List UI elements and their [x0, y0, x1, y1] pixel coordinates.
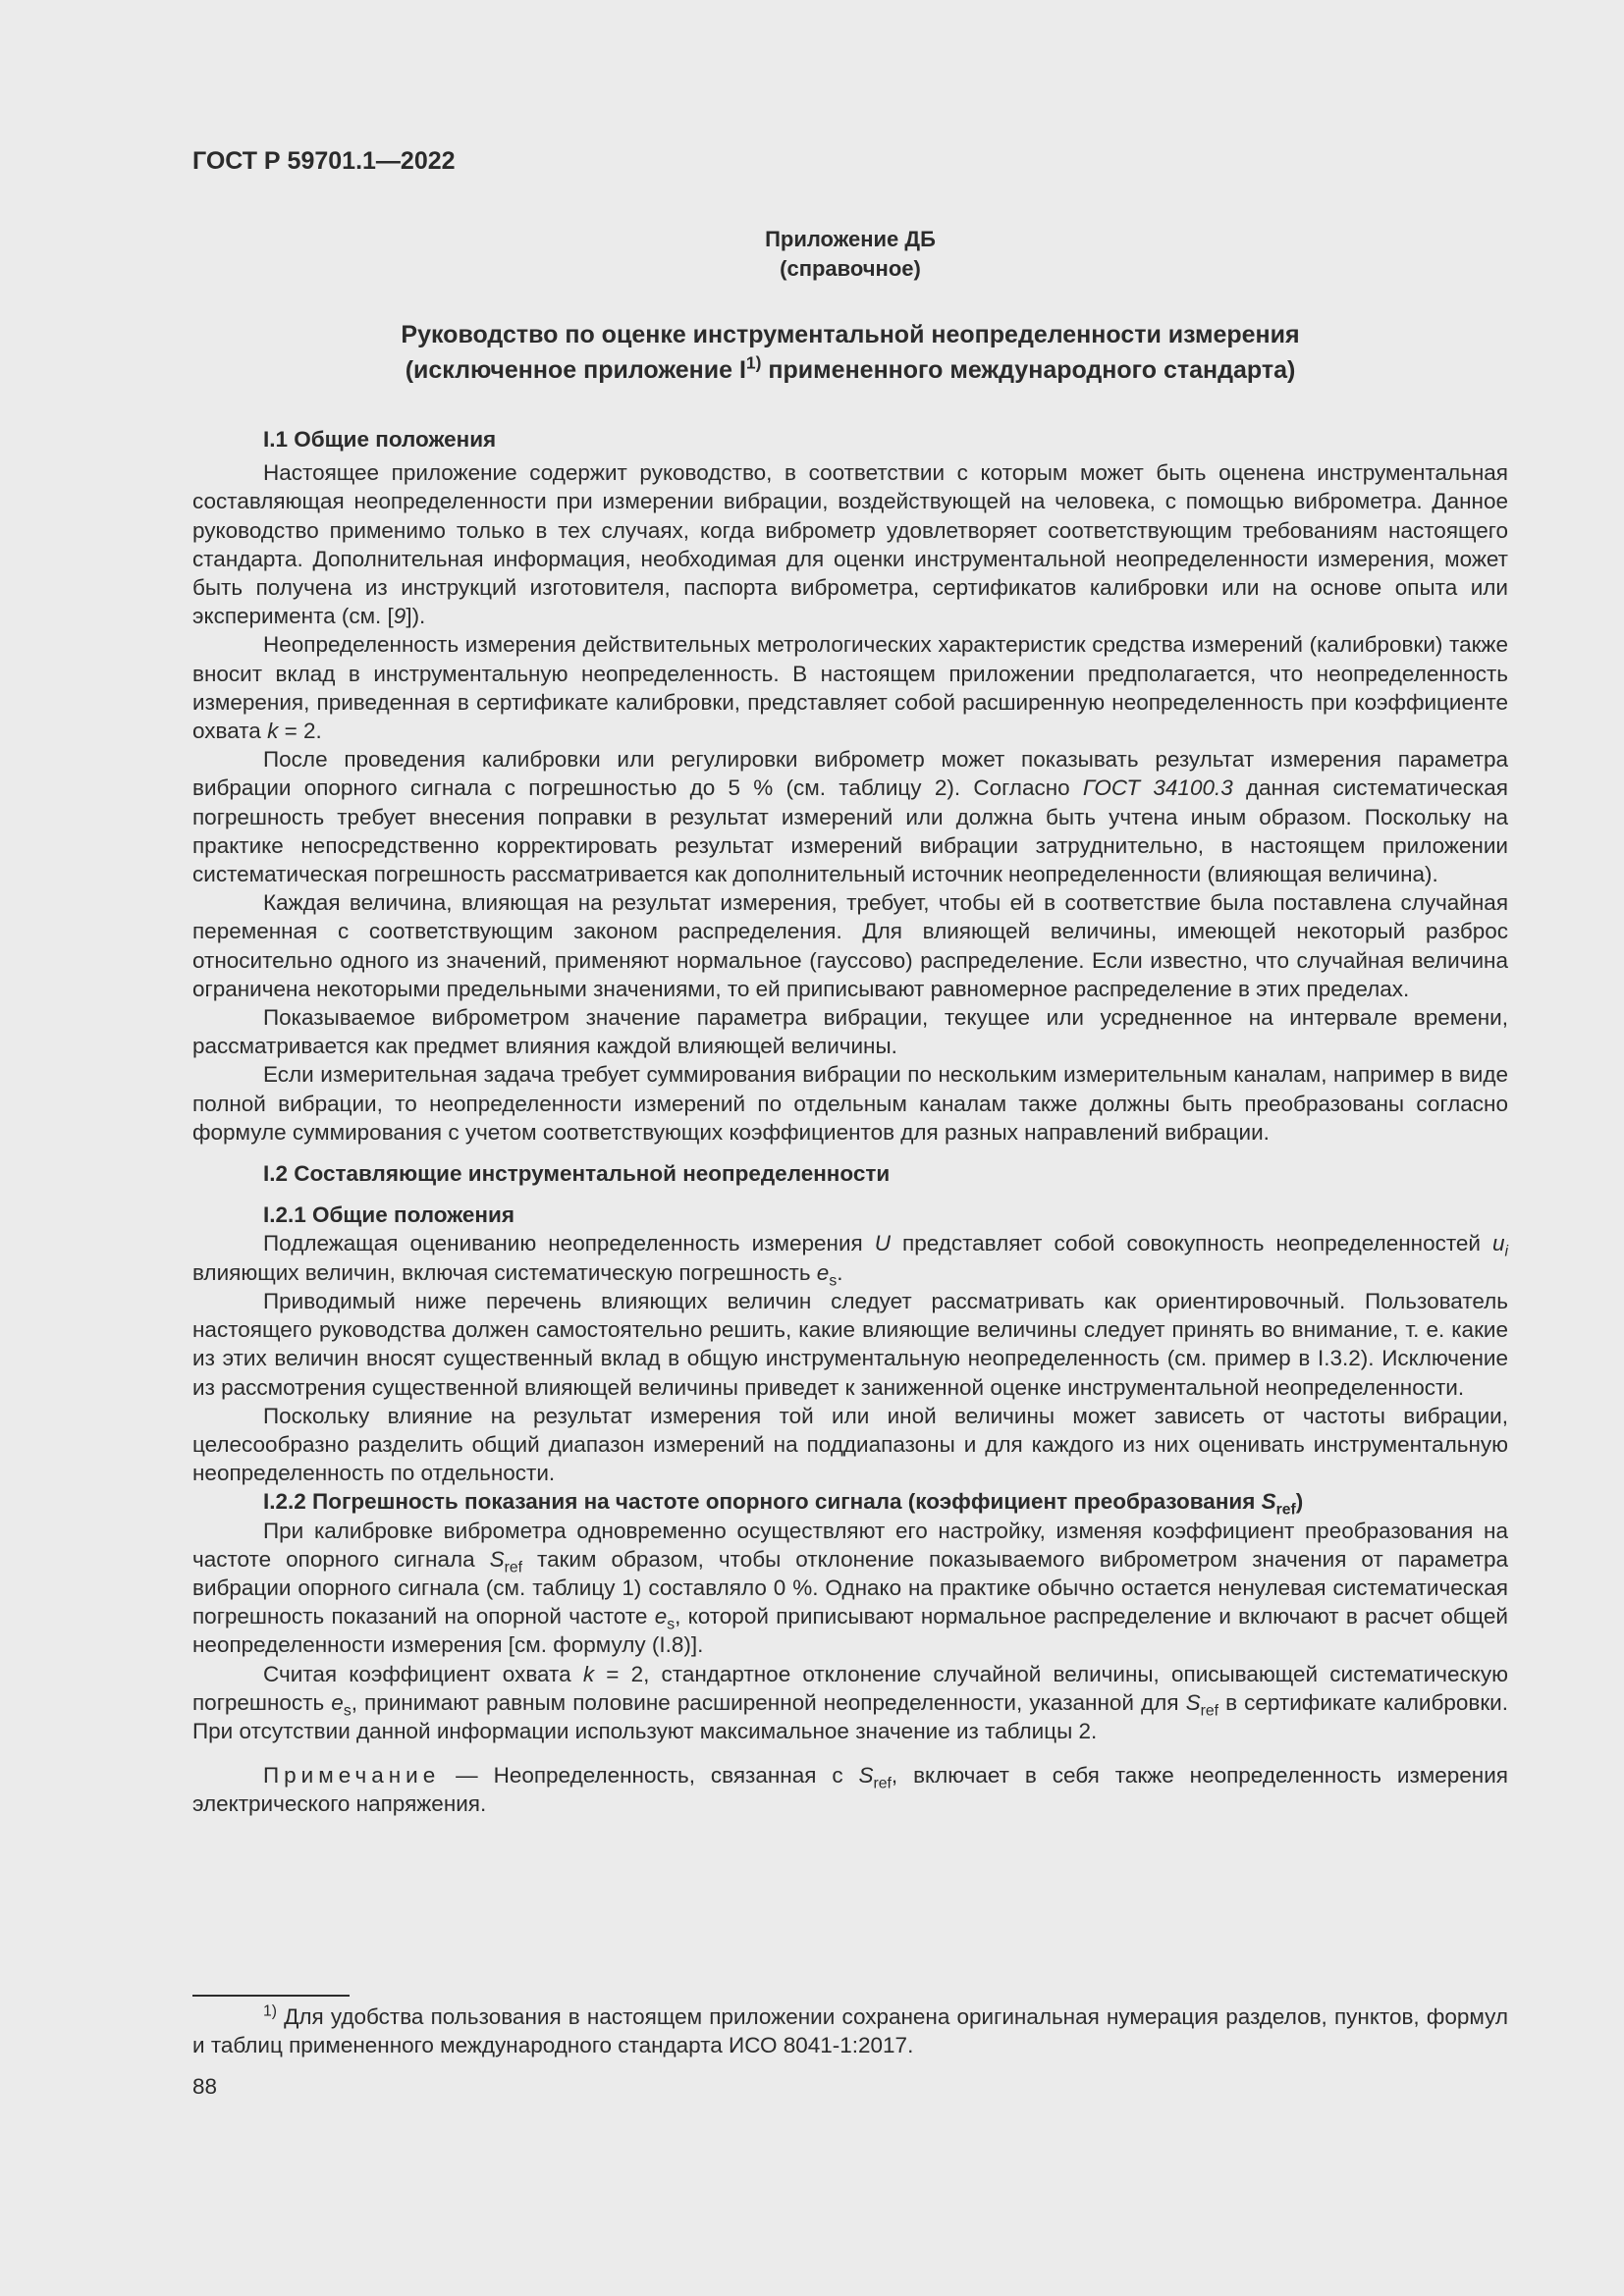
math-symbol: S: [1261, 1489, 1276, 1515]
math-symbol: U: [874, 1231, 891, 1256]
text: представляет собой совокупность неопределенностей: [890, 1231, 1492, 1256]
math-subscript: ref: [1275, 1501, 1296, 1519]
text: ): [1295, 1489, 1304, 1515]
text: Настоящее приложение содержит руководство, в соответствии с которым может быть оценена инструментальная составляющая неопределенности при измерении вибрации, воздействующей на человека, с помощью виброметра. Данное руководство применимо только в тех случаях, когда виброметр удовлетворяет соответствующим требованиям настоящего стандарта. Дополнительная информация, необходимая для оценки инструментальной неопределенности измерения, может быть получена из инструкций изготовителя, паспорта виброметра, сертификатов калибровки или на основе опыта или эксперимента (см. [: [192, 460, 1508, 629]
footnote-marker: 1): [745, 352, 762, 373]
text: Подлежащая оцениванию неопределенность измерения: [263, 1231, 875, 1256]
standard-reference: ГОСТ 34100.3: [1082, 775, 1233, 801]
text: ]).: [406, 604, 426, 629]
text: При калибровке виброметра одновременно осуществляют его настройку, изменяя коэффициент преобразования на частоте опорного сигнала: [192, 1518, 1508, 1572]
annex-heading: [192, 225, 1508, 284]
subsection-heading-i21: I.2.1 Общие положения: [263, 1202, 514, 1228]
paragraph: Приводимый ниже перечень влияющих величин следует рассматривать как ориентировочный. Пользователь настоящего руководства должен самостоятельно решить, какие влияющие величины следует принять во внимание, т. е. какие из этих величин вносят существенный вклад в общую инструментальную неопределенность (см. пример в I.3.2). Исключение из рассмотрения существенной влияющей величины приведет к заниженной оценке инструментальной неопределенности.: [192, 1288, 1508, 1400]
text: = 2.: [278, 719, 322, 744]
text: , принимают равным половине расширенной неопределенности, указанной для: [351, 1689, 1186, 1715]
title-text: примененного международного стандарта): [761, 356, 1296, 384]
math-subscript: ref: [873, 1775, 892, 1792]
section-heading-i1: I.1 Общие положения: [263, 427, 497, 452]
paragraph: [192, 1660, 1508, 1746]
text: , которой приписывают нормальное распределение и включают в расчет общей неопределенности измерения [см. формулу (I.8)].: [192, 1604, 1508, 1658]
subsection-heading-i22: [192, 1487, 1508, 1519]
annex-title-line2: [192, 352, 1508, 388]
annex-kind: (справочное): [780, 256, 921, 281]
math-symbol: e: [654, 1604, 668, 1629]
text: После проведения калибровки или регулировки виброметр может показывать результат измерения параметра вибрации опорного сигнала с погрешностью до 5 % (см. таблицу 2). Согласно: [192, 747, 1508, 801]
text: .: [837, 1259, 843, 1285]
document-code: ГОСТ Р 59701.1—2022: [192, 147, 456, 175]
annex-body: [192, 425, 1508, 1819]
text: таким образом, чтобы отклонение показываемого виброметром значения от параметра вибрации опорного сигнала (см. таблицу 1) составляло 0 %. Однако на практике обычно остается ненулевая систематическая погрешность показаний на опорной частоте: [192, 1546, 1508, 1629]
paragraph: Поскольку влияние на результат измерения той или иной величины может зависеть от частоты вибрации, целесообразно разделить общий диапазон измерений на поддиапазоны и для каждого из них оценивать инструментальную неопределенность по отдельности.: [192, 1403, 1508, 1486]
annex-label: Приложение ДБ: [765, 227, 936, 251]
math-subscript: ref: [504, 1559, 523, 1576]
math-symbol: e: [331, 1689, 344, 1715]
footnote: [192, 2002, 1508, 2059]
math-symbol: S: [858, 1763, 874, 1789]
paragraph: [192, 458, 1508, 630]
math-subscript: s: [667, 1616, 676, 1633]
bibliography-reference: 9: [393, 604, 406, 629]
math-symbol: k: [582, 1661, 595, 1686]
paragraph: [192, 1229, 1508, 1290]
title-text: (исключенное приложение I: [405, 356, 746, 384]
paragraph: Каждая величина, влияющая на результат измерения, требует, чтобы ей в соответствие была поставлена случайная переменная с соответствующим законом распределения. Для влияющей величины, имеющей некоторый разброс относительно одного из значений, применяют нормальное (гауссово) распределение. Если известно, что случайная величина ограничена некоторыми предельными значениями, то ей приписывают равномерное распределение в этих пределах.: [192, 890, 1508, 1001]
math-symbol: S: [1185, 1689, 1201, 1715]
text: в сертификате калибровки. При отсутствии данной информации используют максимальное значение из таблицы 2.: [192, 1689, 1508, 1743]
paragraph: [192, 630, 1508, 745]
annex-title-line1: Руководство по оценке инструментальной неопределенности измерения: [401, 321, 1300, 348]
text: влияющих величин, включая систематическую погрешность: [192, 1259, 817, 1285]
note: [192, 1761, 1508, 1818]
footnote-marker: 1): [263, 2002, 278, 2020]
text: Неопределенность измерения действительных метрологических характеристик средства измерений (калибровки) также вносит вклад в инструментальную неопределенность. В настоящем приложении предполагается, что неопределенность измерения, приведенная в сертификате калибровки, представляет собой расширенную неопределенность при коэффициенте охвата: [192, 632, 1508, 744]
paragraph: Показываемое виброметром значение параметра вибрации, текущее или усредненное на интервале времени, рассматривается как предмет влияния каждой влияющей величины.: [192, 1005, 1508, 1059]
math-subscript: ref: [1200, 1702, 1218, 1720]
math-symbol: e: [816, 1259, 830, 1285]
text: — Неопределенность, связанная с: [440, 1763, 859, 1789]
text: данная систематическая погрешность требует внесения поправки в результат измерений или должна быть учтена иным образом. Поскольку на практике непосредственно корректировать результат измерений вибрации затруднительно, в настоящем приложении систематическая погрешность рассматривается как дополнительный источник неопределенности (влияющая величина).: [192, 775, 1508, 887]
math-symbol: u: [1491, 1231, 1505, 1256]
math-subscript: s: [829, 1272, 838, 1290]
math-subscript: s: [343, 1702, 352, 1720]
note-label: Примечание: [263, 1763, 441, 1789]
annex-title: [192, 317, 1508, 388]
footnote-divider: [192, 1995, 350, 1997]
math-subscript: i: [1504, 1243, 1508, 1260]
text: I.2.2 Погрешность показания на частоте опорного сигнала (коэффициент преобразования: [263, 1489, 1262, 1515]
paragraph: [192, 745, 1508, 888]
section-heading-i2: I.2 Составляющие инструментальной неопределенности: [263, 1161, 891, 1187]
paragraph: Если измерительная задача требует суммирования вибрации по нескольким измерительным каналам, например в виде полной вибрации, то неопределенности измерений по отдельным каналам также должны быть преобразованы согласно формуле суммирования с учетом соответствующих коэффициентов для разных направлений вибрации.: [192, 1062, 1508, 1145]
paragraph: [192, 1517, 1508, 1660]
footnote-text: Для удобства пользования в настоящем приложении сохранена оригинальная нумерация разделов, пунктов, формул и таблиц примененного международного стандарта ИСО 8041-1:2017.: [192, 2004, 1508, 2058]
page-number: 88: [192, 2074, 218, 2099]
text: = 2, стандартное отклонение случайной величины, описывающей систематическую погрешность: [192, 1661, 1509, 1715]
math-symbol: S: [489, 1546, 505, 1572]
text: Считая коэффициент охвата: [263, 1661, 583, 1686]
text: , включает в себя также неопределенность измерения электрического напряжения.: [192, 1763, 1508, 1817]
math-symbol: k: [267, 719, 279, 744]
